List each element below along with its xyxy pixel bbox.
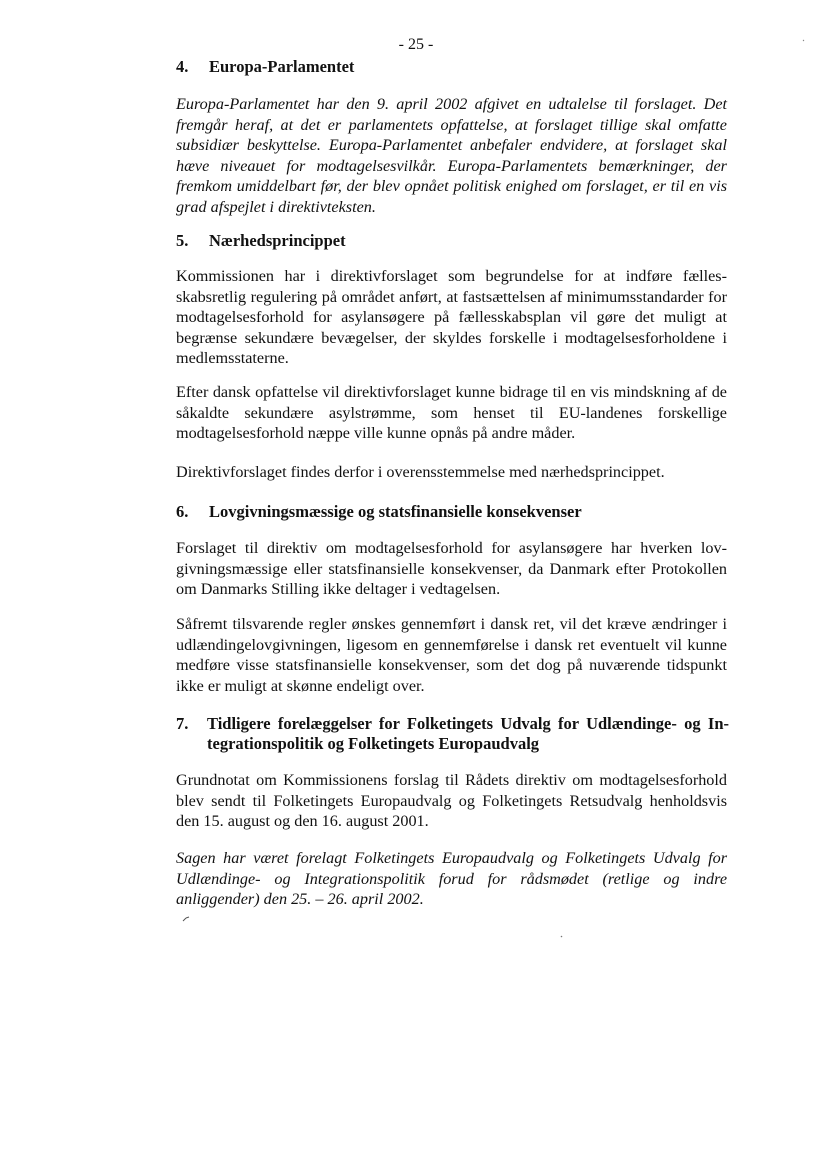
dot-icon: [560, 935, 563, 938]
section-4-heading: [176, 57, 736, 77]
section-5-paragraph-3: Direktivforslaget findes derfor i overensstemmelse med nærhedsprincippet.: [176, 463, 665, 481]
section-6-title: Lovgivningsmæssige og statsfinansielle konsekvenser: [209, 502, 582, 521]
section-5-paragraph-2: Efter dansk opfattelse vil direktivforslaget kunne bidrage til en vis mindskning af de såkaldte sekundære asylstrømme, som henset til EU-landenes forskellige modtagelsesforhold næppe ville kunne opnås på andre måder.: [176, 383, 727, 443]
section-6-number: 6.: [176, 502, 189, 521]
section-7-heading: [176, 714, 729, 754]
scan-speck-mark: [182, 914, 190, 924]
section-7-paragraph-1: Grundnotat om Kommissionens forslag til Rådets direktiv om modtagelsesforhold blev sendt til Folketingets Europaudvalg og Folketingets Retsudvalg henholdsvis den 15. august og den 16. august 2001.: [176, 771, 727, 831]
section-6-paragraph-1: Forslaget til direktiv om modtagelsesforhold for asylansøgere har hverken lovgivningsmæssige eller statsfinansielle konsekvenser, da Danmark efter Protokollen om Danmarks Stilling ikke deltager i vedtagelsen.: [176, 539, 727, 599]
scan-dot-mark: [560, 930, 563, 940]
section-4-title: Europa-Parlamentet: [209, 57, 355, 76]
scan-dot-mark-2: [802, 34, 805, 44]
page-number: - 25 -: [398, 36, 434, 53]
dot-icon: [802, 39, 805, 42]
speck-icon: [182, 916, 190, 922]
section-5-paragraph-1: Kommissionen har i direktivforslaget som begrundelse for at indføre fællesskabsretlig regulering på området anført, at fastsættelsen af minimumsstandarder for modtagelsesforhold for asylansøgere på fællesskabsplan vil gøre det muligt at begrænse sekundære bevægelser, der skyldes forskelle i modtagelsesforholdene i medlemsstaterne.: [176, 267, 727, 368]
section-5-title: Nærhedsprincippet: [209, 231, 346, 250]
section-7-title: Tidligere forelæggelser for Folketingets Udvalg for Udlændinge- og Integrationspolitik og Folketingets Europaudvalg: [207, 714, 729, 753]
section-6-heading: [176, 502, 736, 522]
section-7-paragraph-2: Sagen har været forelagt Folketingets Europaudvalg og Folketingets Udvalg for Udlændinge- og Integrationspolitik forud for rådsmødet (retlige og indre anliggender) den 25. – 26. april 2002.: [176, 849, 727, 909]
section-5-number: 5.: [176, 231, 189, 250]
section-4-paragraph-1: Europa-Parlamentet har den 9. april 2002 afgivet en udtalelse til forslaget. Det fremgår heraf, at det er parlamentets opfattelse, at forslaget tillige skal omfatte subsidiær beskyttelse. Europa-Parlamentet anbefaler endvidere, at forslaget skal hæve niveauet for modtagelsesvilkår. Europa-Parlamentets bemærkninger, der fremkom umiddelbart før, der blev opnået politisk enighed om forslaget, er til en vis grad afspejlet i direktivteksten.: [176, 95, 727, 216]
section-7-number: 7.: [176, 714, 189, 733]
section-6-paragraph-2: Såfremt tilsvarende regler ønskes gennemført i dansk ret, vil det kræve ændringer i udlændingelovgivningen, ligesom en gennemførelse i dansk ret eventuelt vil kunne medføre visse statsfinansielle konsekvenser, som det dog på nuværende tidspunkt ikke er muligt at skønne endeligt over.: [176, 615, 727, 695]
section-5-heading: [176, 231, 736, 251]
section-4-number: 4.: [176, 57, 189, 76]
